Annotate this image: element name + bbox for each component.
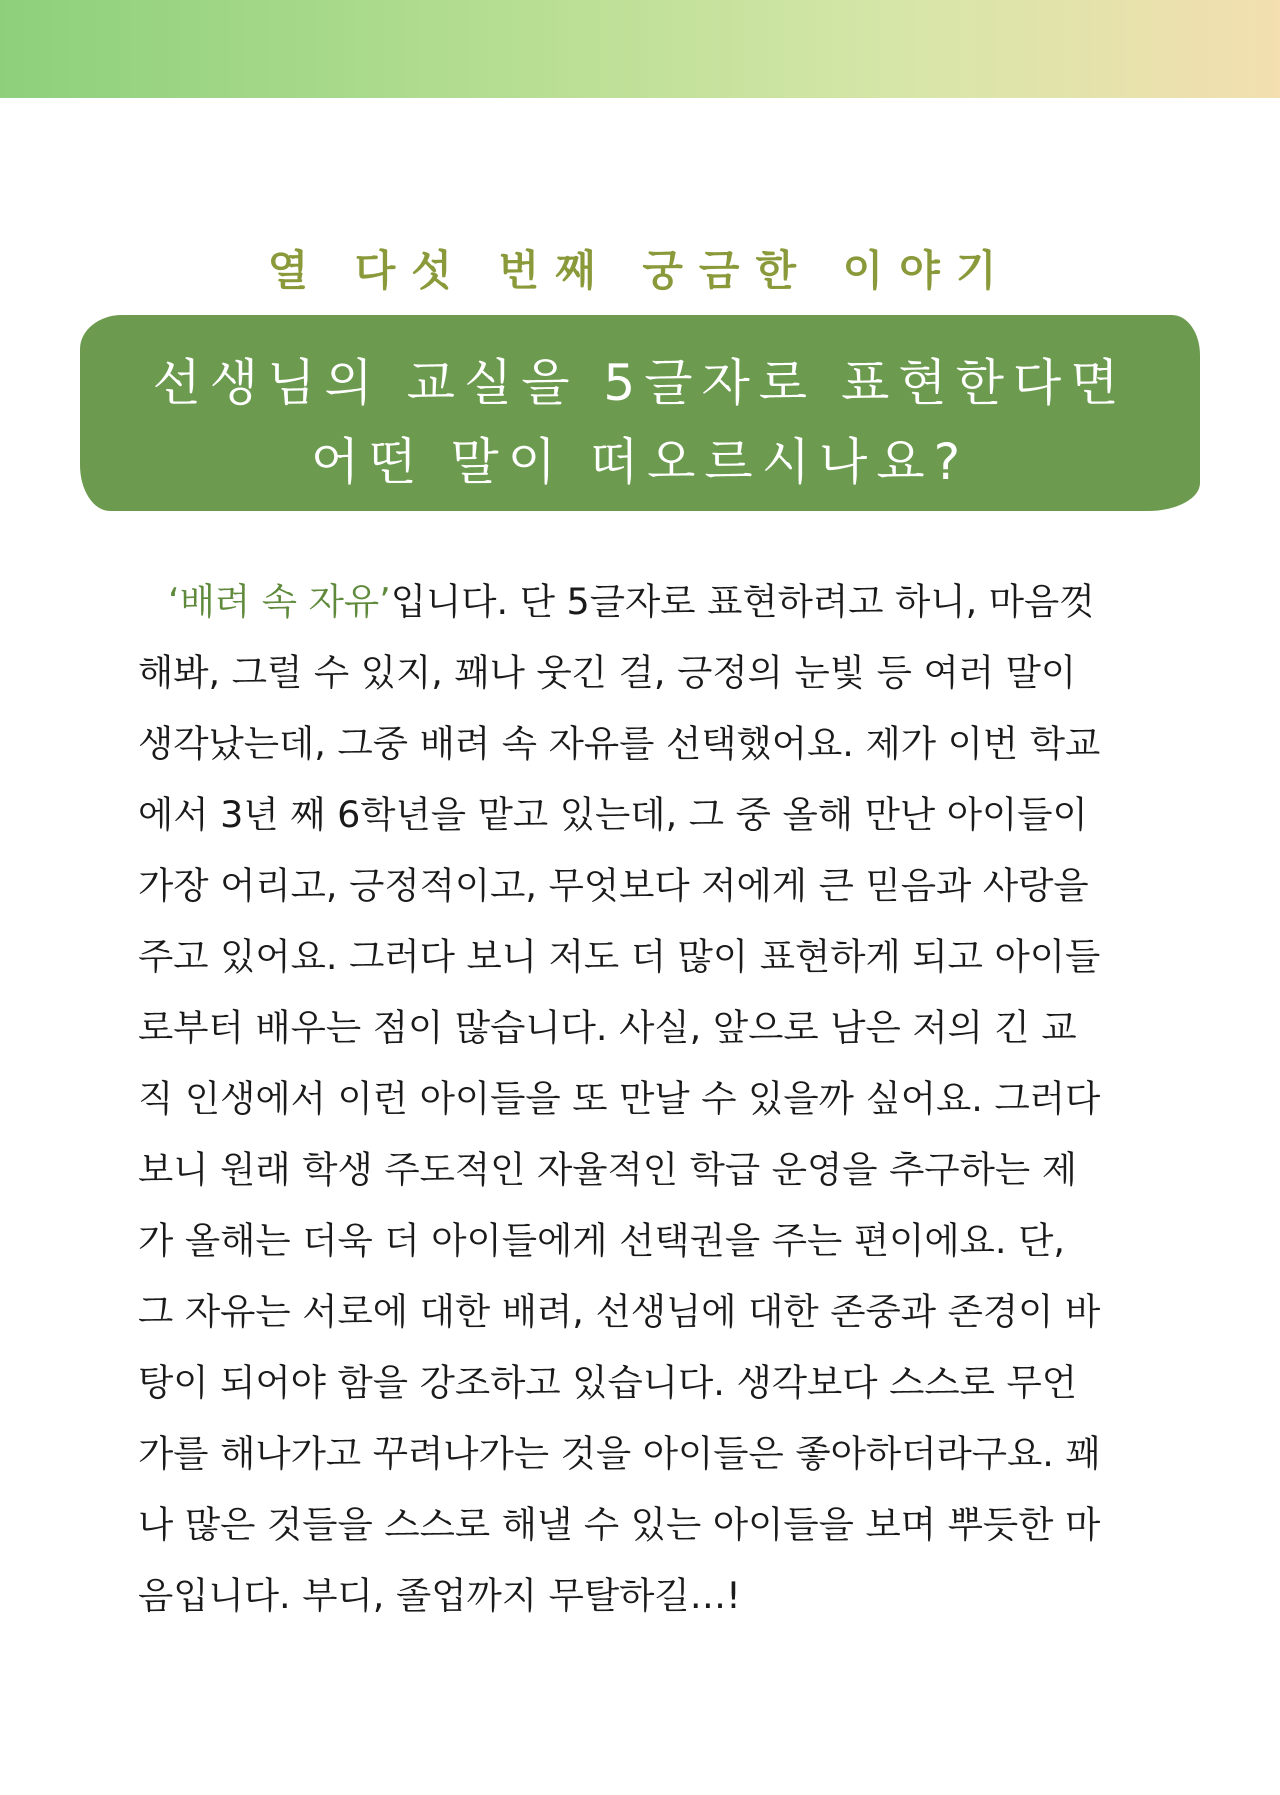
answer-highlight: ‘배려 속 자유’ bbox=[168, 580, 391, 623]
top-gradient-band bbox=[0, 0, 1280, 98]
answer-line: 가를 해나가고 꾸려나가는 것을 아이들은 좋아하더라구요. 꽤 bbox=[138, 1432, 1101, 1475]
question-subtitle: 열 다섯 번째 궁금한 이야기 bbox=[267, 246, 1013, 295]
answer-line: 에서 3년 째 6학년을 맡고 있는데, 그 중 올해 만난 아이들이 bbox=[138, 793, 1088, 836]
answer-line: 해봐, 그럴 수 있지, 꽤나 웃긴 걸, 긍정의 눈빛 등 여러 말이 bbox=[138, 651, 1077, 694]
answer-line: 음입니다. 부디, 졸업까지 무탈하길…! bbox=[138, 1574, 741, 1617]
answer-line: 로부터 배우는 점이 많습니다. 사실, 앞으로 남은 저의 긴 교 bbox=[138, 1006, 1077, 1049]
answer-line: 직 인생에서 이런 아이들을 또 만날 수 있을까 싶어요. 그러다 bbox=[138, 1077, 1101, 1120]
question-title-box bbox=[80, 315, 1200, 511]
answer-line: 주고 있어요. 그러다 보니 저도 더 많이 표현하게 되고 아이들 bbox=[138, 935, 1101, 978]
question-title-line-1: 선생님의 교실을 5글자로 표현한다면 bbox=[152, 354, 1128, 412]
answer-line: 가장 어리고, 긍정적이고, 무엇보다 저에게 큰 믿음과 사랑을 bbox=[138, 864, 1089, 907]
answer-line: 그 자유는 서로에 대한 배려, 선생님에 대한 존중과 존경이 바 bbox=[138, 1290, 1101, 1333]
answer-line-1-rest: 입니다. 단 5글자로 표현하려고 하니, 마음껏 bbox=[390, 580, 1095, 623]
answer-line: 나 많은 것들을 스스로 해낼 수 있는 아이들을 보며 뿌듯한 마 bbox=[138, 1503, 1101, 1546]
answer-line: 탕이 되어야 함을 강조하고 있습니다. 생각보다 스스로 무언 bbox=[138, 1361, 1078, 1404]
answer-body bbox=[138, 566, 1150, 1631]
question-title-line-2: 어떤 말이 떠오르시나요? bbox=[310, 433, 970, 491]
answer-line: 생각났는데, 그중 배려 속 자유를 선택했어요. 제가 이번 학교 bbox=[138, 722, 1101, 765]
answer-line: 보니 원래 학생 주도적인 자율적인 학급 운영을 추구하는 제 bbox=[138, 1148, 1078, 1191]
answer-line-1 bbox=[138, 566, 1150, 637]
answer-line: 가 올해는 더욱 더 아이들에게 선택권을 주는 편이에요. 단, bbox=[138, 1219, 1065, 1262]
